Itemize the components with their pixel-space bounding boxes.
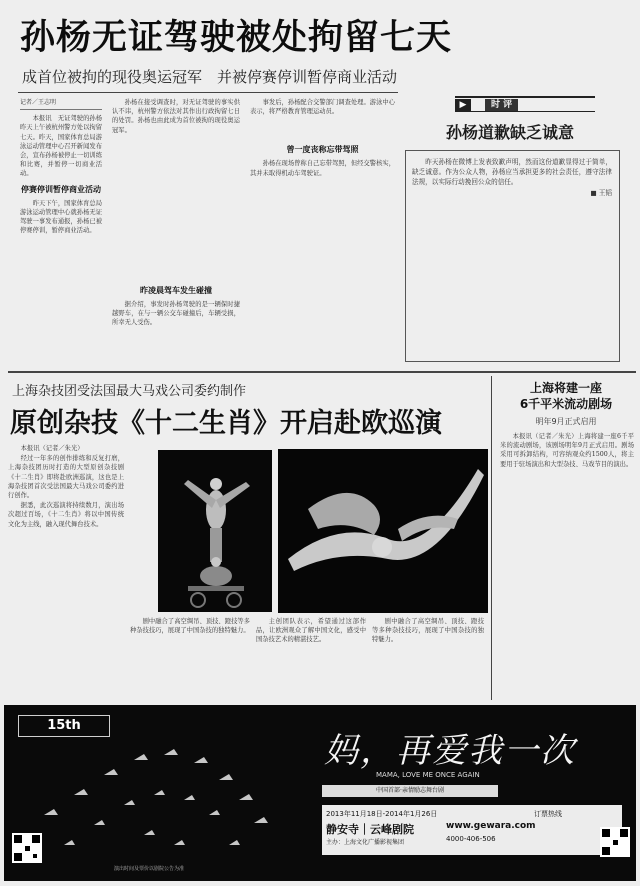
advertisement[interactable] <box>4 705 636 881</box>
aerial-performer-photo <box>278 449 488 613</box>
article1-paragraph: 孙杨在接受调查时，对无证驾驶的事实供认不讳，杭州警方依法对其作出行政拘留七日的处罚。孙杨也由此成为首位被拘的现役奥运冠军。 <box>112 99 240 134</box>
article2-paragraph: 剧中融合了高空绸吊、顶技、蹬技等多种杂技技巧，展现了中国杂技的独特魅力。 <box>130 618 250 635</box>
commentary-title: 孙杨道歉缺乏诚意 <box>445 123 574 142</box>
section-divider <box>8 371 636 373</box>
article1-column-2 <box>112 98 240 366</box>
commentary-text <box>412 157 612 353</box>
article2-paragraph: 剧中融合了高空绸吊、顶技、蹬技等多种杂技技巧，展现了中国杂技的独特魅力。 <box>372 618 484 644</box>
article1-section-title: 停赛停训暂停商业活动 <box>21 184 101 194</box>
ad-subtitle: MAMA, LOVE ME ONCE AGAIN <box>376 771 480 779</box>
article1-section-title: 昨凌晨驾车发生碰撞 <box>140 285 212 295</box>
commentary-signoff: ■ 王韬 <box>590 189 612 197</box>
sidebar-paragraph: 本报讯（记者／朱光）上海将建一座6千平米的流动剧场，该剧场明年9月正式启用。剧场采用可拆卸结构，可容纳观众约1500人，将主要用于驻场演出和大型杂技、马戏节目的演出。 <box>500 433 634 468</box>
ad-banner: 中国首部·亲情励志舞台剧 <box>322 785 498 797</box>
article1-byline: 记者／王志明 <box>20 98 102 110</box>
acrobat-photo <box>158 450 272 612</box>
commentary-box <box>405 150 620 362</box>
article2-paragraph: 本报讯（记者／朱光） <box>20 445 84 452</box>
commentary-tag <box>455 96 595 112</box>
article1-paragraph: 昨天下午，国家体育总局游泳运动管理中心就孙杨无证驾驶一事发布通报，孙杨已被停赛停训，暂停商业活动。 <box>20 199 102 235</box>
article1-paragraph: 本报讯 无证驾驶的孙杨昨天上午被杭州警方处以拘留七天。昨天，国家体育总局游泳运动管理中心召开新闻发布会，宣布孙杨被停止一切训练和比赛，并暂停一切商业活动。 <box>20 115 102 178</box>
acrobat-figure-icon <box>158 450 272 612</box>
ad-hotline: 订票热线 <box>534 810 562 818</box>
ad-website-link[interactable]: www.gewara.com <box>446 821 536 831</box>
qr-code-icon <box>600 827 630 857</box>
ad-title: 妈，再爱我一次 <box>324 731 576 771</box>
article1-paragraph: 事发后，孙杨配合交警部门调查处理。游泳中心表示，将严格教育管理运动员。 <box>250 99 395 116</box>
ad-venue: 静安寺｜云峰剧院 <box>326 823 414 836</box>
column-divider <box>491 376 492 700</box>
article2-kicker: 上海杂技团受法国最大马戏公司委约制作 <box>12 384 247 399</box>
sidebar-subtitle: 明年9月正式启用 <box>535 417 597 426</box>
commentary-paragraph: 昨天孙杨在微博上发表致歉声明，然而这份道歉显得过于简单，缺乏诚意。作为公众人物，孙杨应当承担更多的社会责任，遵守法律法规，以实际行动挽回公众的信任。 <box>412 158 612 186</box>
article1-paragraph: 据介绍，事发时孙杨驾驶的是一辆保时捷越野车，在与一辆公交车碰撞后，车辆受损，所幸无人受伤。 <box>112 300 240 327</box>
sidebar-text <box>500 432 634 700</box>
article2-paragraph: 经过一年多的创作排练和反复打磨，上海杂技团历时打造的大型原创杂技剧《十二生肖》即将赴欧洲巡演，这也是上海杂技团首次受法国最大马戏公司委约进行创作。 <box>8 455 124 500</box>
divider <box>18 92 398 93</box>
ad-logo: 15th <box>18 715 110 737</box>
article1-column-1 <box>20 98 102 366</box>
qr-code-icon <box>12 833 42 863</box>
article2-headline: 原创杂技《十二生肖》开启赴欧巡演 <box>10 408 442 439</box>
article2-column-2 <box>130 617 250 701</box>
main-headline: 孙杨无证驾驶被处拘留七天 <box>20 18 453 58</box>
ad-info-box <box>322 805 622 855</box>
paper-cranes-graphic-icon <box>4 705 304 875</box>
article1-column-3 <box>250 98 395 366</box>
sidebar-headline: 上海将建一座 6千平米流动剧场 <box>519 381 613 411</box>
article1-section-title: 曾一度丧称忘带驾照 <box>286 145 359 155</box>
ad-sponsor: 主办：上海文化广播影视集团 <box>326 839 405 846</box>
arrow-icon: ▶ <box>455 99 471 111</box>
ad-dates: 2013年11月18日-2014年1月26日 <box>326 810 438 818</box>
article2-paragraph: 主创团队表示，希望通过这部作品，让欧洲观众了解中国文化，感受中国杂技艺术的精湛技艺。 <box>256 618 366 644</box>
article2-column-4 <box>372 617 484 701</box>
commentary-label: 时 评 <box>485 99 518 111</box>
article2-column-1 <box>8 444 124 699</box>
ad-fine-print: 演出时间及票价以剧院公告为准 <box>114 866 185 872</box>
main-subhead: 成首位被拘的现役奥运冠军 并被停赛停训暂停商业活动 <box>22 68 398 86</box>
aerial-performer-icon <box>278 449 488 613</box>
article2-column-3 <box>256 617 366 701</box>
ad-phone: 4000-406-506 <box>446 835 496 843</box>
article1-paragraph: 孙杨在现场曾称自己忘带驾照，但经交警核实，其并未取得机动车驾驶证。 <box>250 160 395 177</box>
article2-paragraph: 据悉，此次巡演将持续数月，演出场次超过百场，《十二生肖》将以中国传统文化为主线，融入现代舞台技术。 <box>8 502 124 528</box>
